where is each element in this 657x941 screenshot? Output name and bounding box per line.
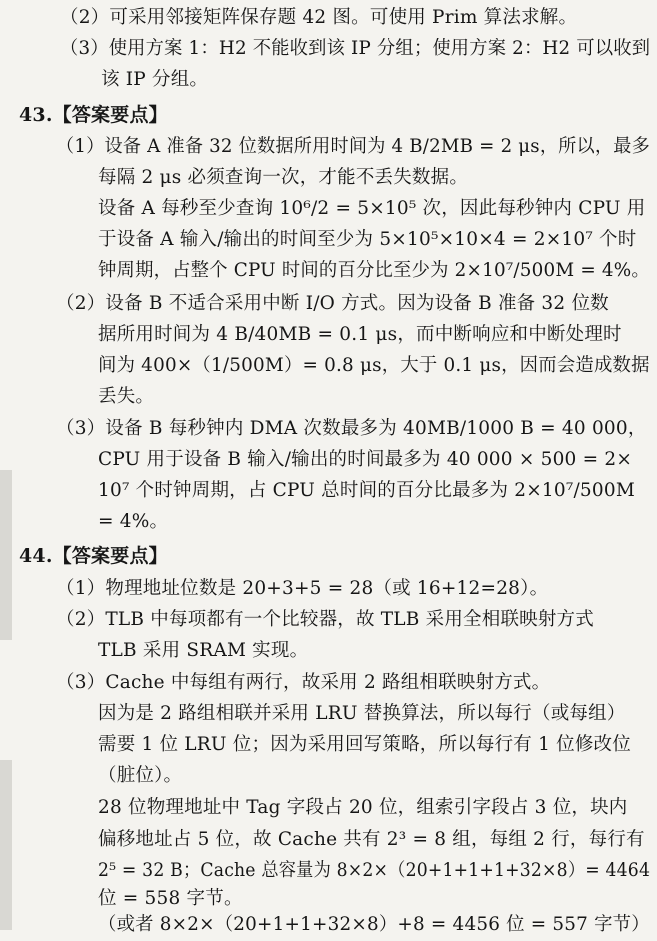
q44-item-2-line-1: （2）TLB 中每项都有一个比较器，故 TLB 采用全相联映射方式 xyxy=(56,609,594,631)
q44-item-2-line-2: TLB 采用 SRAM 实现。 xyxy=(98,640,309,662)
binding-shadow xyxy=(0,470,12,640)
q43-item-3-line-2: CPU 用于设备 B 输入/输出的时间最多为 40 000 × 500 = 2× xyxy=(98,448,633,470)
q44-item-3-line-5: 28 位物理地址中 Tag 字段占 20 位，组索引字段占 3 位，块内 xyxy=(98,797,628,819)
q43-item-3-line-1: （3）设备 B 每秒钟内 DMA 次数最多为 40MB/1000 B = 40 000， xyxy=(56,417,647,439)
q42-item-2: （2）可采用邻接矩阵保存题 42 图。可使用 Prim 算法求解。 xyxy=(60,7,578,28)
q42-item-3: （3）使用方案 1：H2 不能收到该 IP 分组；使用方案 2：H2 可以收到 xyxy=(60,38,651,60)
q44-item-3-line-7: 2⁵ = 32 B；Cache 总容量为 8×2×（20+1+1+1+32×8）= 4464 xyxy=(98,859,651,881)
q43-item-2-line-2: 据所用时间为 4 B/40MB = 0.1 μs，而中断响应和中断处理时 xyxy=(98,323,622,345)
q44-item-3-line-8: 位 = 558 字节。 xyxy=(98,887,243,909)
q44-item-3-line-6: 偏移地址占 5 位，故 Cache 共有 2³ = 8 组，每组 2 行，每行有 xyxy=(98,828,645,850)
q43-item-1-line-1: （1）设备 A 准备 32 位数据所用时间为 4 B/2MB = 2 μs，所以，最多 xyxy=(56,136,651,158)
q43-item-2-line-1: （2）设备 B 不适合采用中断 I/O 方式。因为设备 B 准备 32 位数 xyxy=(56,292,609,314)
q44-item-1: （1）物理地址位数是 20+3+5 = 28（或 16+12=28）。 xyxy=(56,578,549,599)
q43-item-3-line-3: 10⁷ 个时钟周期，占 CPU 总时间的百分比最多为 2×10⁷/500M xyxy=(98,479,635,501)
q44-item-3-line-9: （或者 8×2×（20+1+1+32×8）+8 = 4456 位 = 557 字节） xyxy=(98,914,650,935)
q43-item-2-line-4: 丢失。 xyxy=(98,385,155,407)
q44-item-3-line-3: 需要 1 位 LRU 位；因为采用回写策略，所以每行有 1 位修改位 xyxy=(98,734,631,756)
q44-heading: 44.【答案要点】 xyxy=(19,544,168,567)
q42-item-3-cont: 该 IP 分组。 xyxy=(101,69,209,91)
q43-item-3-line-4: = 4%。 xyxy=(98,510,169,532)
q44-item-3-line-1: （3）Cache 中每组有两行，故采用 2 路组相联映射方式。 xyxy=(56,672,551,694)
q43-heading: 43.【答案要点】 xyxy=(19,104,168,127)
q43-item-1-line-4: 于设备 A 输入/输出的时间至少为 5×10⁵×10×4 = 2×10⁷ 个时 xyxy=(98,229,637,251)
q44-item-3-line-4: （脏位）。 xyxy=(98,765,183,787)
binding-shadow xyxy=(0,760,12,930)
q43-item-1-line-2: 每隔 2 μs 必须查询一次，才能不丢失数据。 xyxy=(98,167,469,189)
q43-item-1-line-3: 设备 A 每秒至少查询 10⁶/2 = 5×10⁵ 次，因此每秒钟内 CPU 用 xyxy=(98,198,646,220)
q44-item-3-line-2: 因为是 2 路组相联并采用 LRU 替换算法，所以每行（或每组） xyxy=(98,703,626,725)
q43-item-2-line-3: 间为 400×（1/500M）= 0.8 μs，大于 0.1 μs，因而会造成数据 xyxy=(98,354,650,376)
q43-item-1-line-5: 钟周期，占整个 CPU 时间的百分比至少为 2×10⁷/500M = 4%。 xyxy=(98,260,650,282)
